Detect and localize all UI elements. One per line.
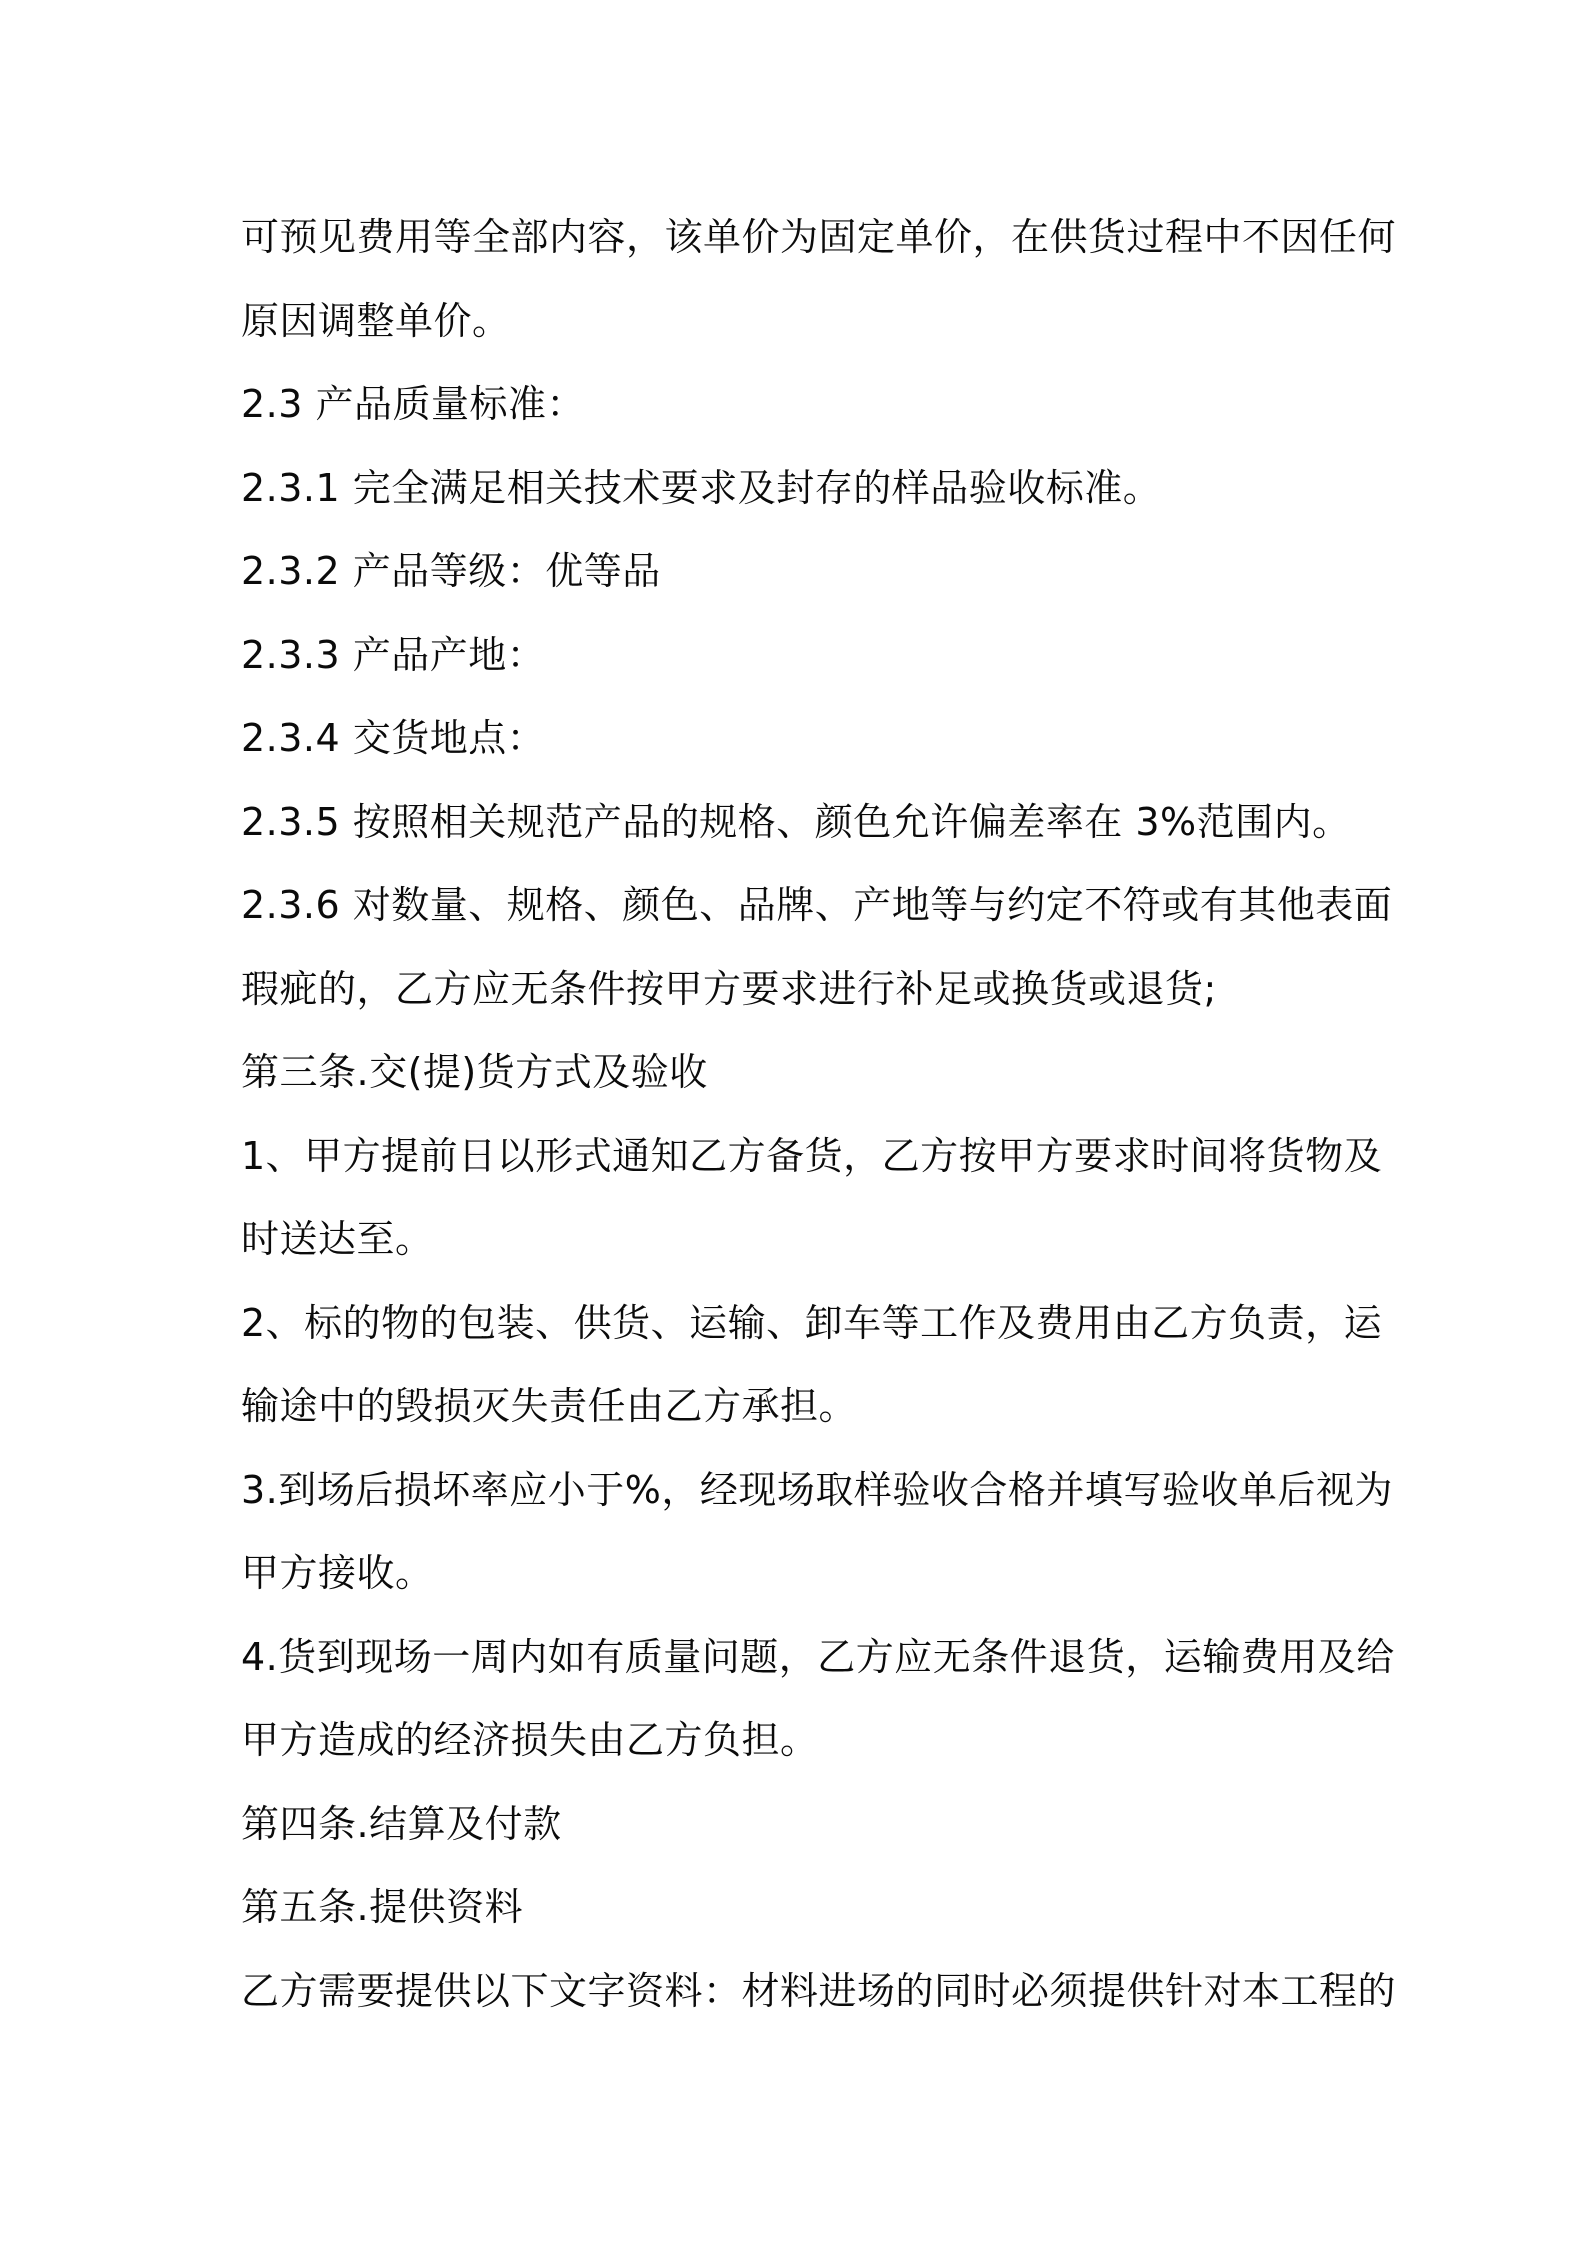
text-line-price-adjust: 原因调整单价。 (241, 298, 511, 343)
text-line-price-fixed: 可预见费用等全部内容，该单价为固定单价，在供货过程中不因任何 (241, 215, 1397, 259)
article-3-item-1-continued: 时送达至。 (241, 1217, 434, 1261)
article-5-heading: 第五条.提供资料 (241, 1885, 524, 1929)
article-3-item-3-continued: 甲方接收。 (241, 1551, 434, 1595)
document-body (241, 196, 1397, 2033)
article-3-item-4-continued: 甲方造成的经济损失由乙方负担。 (241, 1718, 819, 1762)
article-3-heading: 第三条.交(提)货方式及验收 (241, 1050, 708, 1094)
article-3-item-2-continued: 输途中的毁损灭失责任由乙方承担。 (241, 1384, 858, 1428)
article-3-item-1: 1、甲方提前日以形式通知乙方备货，乙方按甲方要求时间将货物及 (241, 1133, 1383, 1178)
clause-2-3-6: 2.3.6 对数量、规格、颜色、品牌、产地等与约定不符或有其他表面 (241, 883, 1393, 927)
article-3-item-2: 2、标的物的包装、供货、运输、卸车等工作及费用由乙方负责，运 (241, 1300, 1383, 1345)
clause-2-3-4: 2.3.4 交货地点： (241, 716, 546, 760)
clause-2-3-3: 2.3.3 产品产地： (241, 632, 546, 677)
clause-2-3-5: 2.3.5 按照相关规范产品的规格、颜色允许偏差率在 3%范围内。 (241, 799, 1351, 844)
clause-2-3-6-continued: 瑕疵的，乙方应无条件按甲方要求进行补足或换货或退货; (241, 966, 1217, 1011)
clause-2-3-1: 2.3.1 完全满足相关技术要求及封存的样品验收标准。 (241, 465, 1162, 510)
article-4-heading: 第四条.结算及付款 (241, 1801, 562, 1846)
clause-2-3-2: 2.3.2 产品等级：优等品 (241, 549, 661, 593)
article-3-item-3: 3.到场后损坏率应小于%，经现场取样验收合格并填写验收单后视为 (241, 1467, 1393, 1512)
article-5-text: 乙方需要提供以下文字资料：材料进场的同时必须提供针对本工程的 (241, 1968, 1397, 2013)
section-heading-quality-standard: 2.3 产品质量标准： (241, 382, 586, 426)
article-3-item-4: 4.货到现场一周内如有质量问题，乙方应无条件退货，运输费用及给 (241, 1634, 1395, 1679)
